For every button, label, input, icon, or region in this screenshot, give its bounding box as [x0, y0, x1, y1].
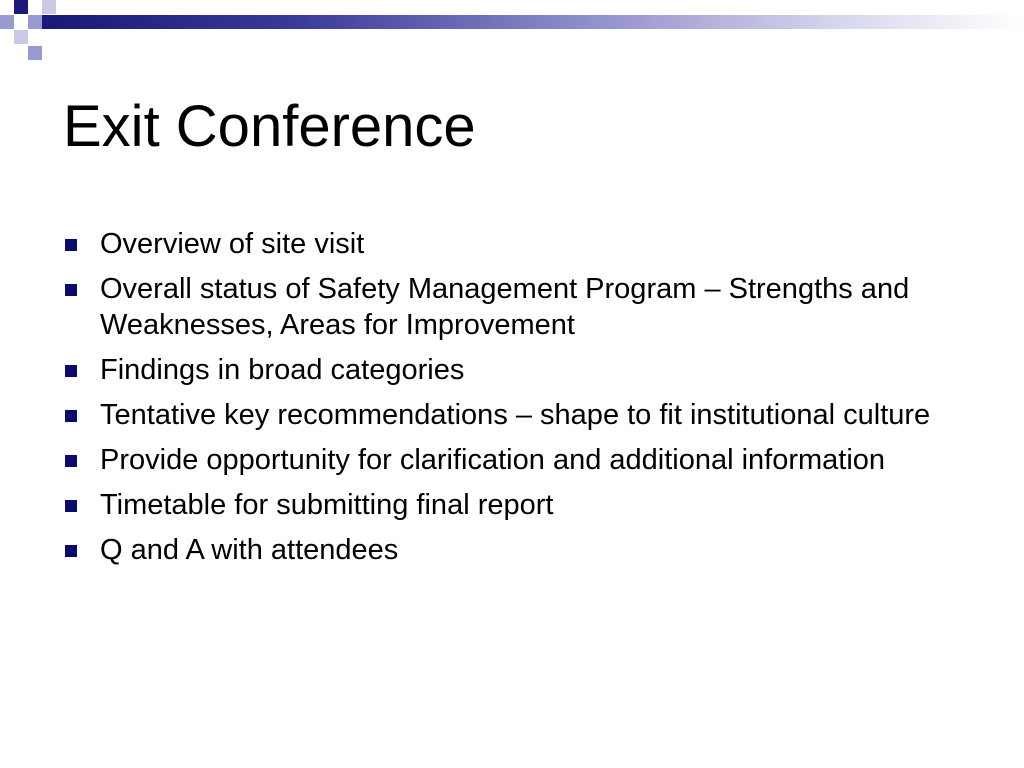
list-item	[62, 352, 962, 388]
decor-square	[14, 0, 28, 14]
list-item	[62, 487, 962, 523]
list-item-text: Q and A with attendees	[100, 534, 399, 566]
list-item	[62, 532, 962, 568]
bullet-list	[62, 226, 962, 577]
list-item	[62, 397, 962, 433]
decor-square	[42, 15, 56, 29]
square-bullet-icon	[65, 500, 77, 512]
list-item-text: Provide opportunity for clarification and additional information	[100, 444, 886, 476]
header-decoration	[0, 0, 1024, 60]
gradient-banner	[56, 15, 1024, 29]
list-item-text: Findings in broad categories	[100, 354, 465, 386]
list-item	[62, 271, 962, 343]
square-bullet-icon	[65, 239, 77, 251]
decor-square	[28, 46, 42, 60]
square-bullet-icon	[65, 455, 77, 467]
slide-title: Exit Conference	[63, 94, 476, 159]
list-item	[62, 226, 962, 262]
list-item-text: Overview of site visit	[100, 228, 365, 260]
decor-square	[0, 15, 14, 29]
square-bullet-icon	[65, 545, 77, 557]
decor-square	[42, 0, 56, 14]
list-item-text: Tentative key recommendations – shape to fit institutional culture	[100, 399, 931, 431]
square-bullet-icon	[65, 284, 77, 296]
list-item	[62, 442, 962, 478]
decor-square	[28, 15, 42, 29]
decor-square	[14, 30, 28, 44]
list-item-text: Timetable for submitting final report	[100, 489, 554, 521]
square-bullet-icon	[65, 410, 77, 422]
square-bullet-icon	[65, 365, 77, 377]
list-item-text: Overall status of Safety Management Program – Strengths and Weaknesses, Areas for Improvement	[100, 273, 910, 341]
